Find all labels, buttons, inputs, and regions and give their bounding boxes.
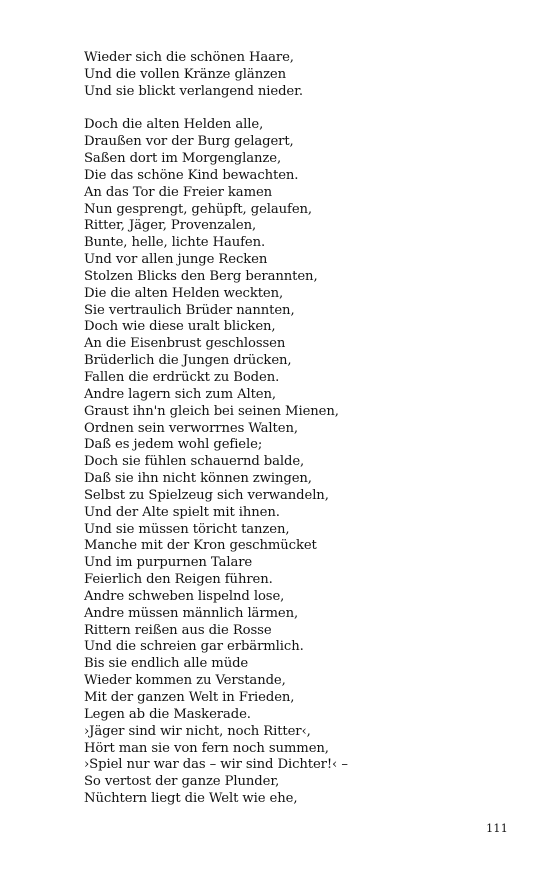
poem-line: Wieder kommen zu Verstande, [84, 673, 286, 689]
poem-line: ›Spiel nur war das – wir sind Dichter!‹ – [84, 757, 348, 773]
poem-line: Und der Alte spielt mit ihnen. [84, 504, 280, 520]
poem-line: An das Tor die Freier kamen [84, 184, 273, 200]
poem-line: Die die alten Helden weckten, [84, 285, 284, 301]
poem-line: Und die vollen Kränze glänzen [84, 66, 287, 82]
poem-line: Und sie müssen töricht tanzen, [84, 521, 290, 537]
poem-line: Ritter, Jäger, Provenzalen, [84, 218, 257, 234]
poem-line: Und die schreien gar erbärmlich. [84, 639, 304, 655]
poem-line: Wieder sich die schönen Haare, [84, 50, 294, 65]
poem-line: Brüderlich die Jungen drücken, [84, 353, 292, 369]
stanza [84, 50, 504, 101]
poem-line: An die Eisenbrust geschlossen [84, 336, 286, 352]
poem-line: Und vor allen junge Recken [84, 252, 268, 268]
poem-line: So vertost der ganze Plunder, [84, 774, 280, 790]
poem-line: Doch sie fühlen schauernd balde, [84, 454, 305, 470]
stanza [84, 117, 504, 808]
poem-line: Andre müssen männlich lärmen, [84, 605, 299, 621]
poem-line: Bunte, helle, lichte Haufen. [84, 235, 266, 251]
poem-line: Mit der ganzen Welt in Frieden, [84, 690, 295, 706]
poem-line: Selbst zu Spielzeug sich verwandeln, [84, 487, 329, 503]
poem-line: ›Jäger sind wir nicht, noch Ritter‹, [84, 723, 311, 739]
poem-line: Nun gesprengt, gehüpft, gelaufen, [84, 201, 313, 217]
poem-line: Fallen die erdrückt zu Boden. [84, 369, 280, 385]
poem-line: Sie vertraulich Brüder nannten, [84, 302, 295, 318]
poem-line: Die das schöne Kind bewachten. [84, 167, 299, 183]
poem-line: Und im purpurnen Talare [84, 555, 253, 571]
poem-line: Bis sie endlich alle müde [84, 656, 249, 672]
poem-line: Und sie blickt verlangend nieder. [84, 83, 303, 99]
poem-line: Saßen dort im Morgenglanze, [84, 151, 282, 167]
poem-line: Hört man sie von fern noch summen, [84, 740, 329, 756]
poem-line: Rittern reißen aus die Rosse [84, 622, 272, 638]
poem-line: Andre lagern sich zum Alten, [84, 386, 276, 402]
poem-line: Doch wie diese uralt blicken, [84, 319, 276, 335]
poem-line: Stolzen Blicks den Berg berannten, [84, 268, 318, 284]
poem-line: Nüchtern liegt die Welt wie ehe, [84, 791, 298, 807]
poem-line: Feierlich den Reigen führen. [84, 572, 273, 588]
poem-line: Draußen vor der Burg gelagert, [84, 134, 294, 150]
poem-line: Daß sie ihn nicht können zwingen, [84, 471, 312, 487]
poem-line: Graust ihn'n gleich bei seinen Mienen, [84, 403, 339, 419]
page-number: 111 [486, 822, 508, 835]
poem-line: Manche mit der Kron geschmücket [84, 538, 317, 554]
poem-line: Andre schweben lispelnd lose, [84, 588, 285, 604]
poem-text [84, 50, 504, 808]
poem-line: Legen ab die Maskerade. [84, 706, 251, 722]
poem-line: Doch die alten Helden alle, [84, 117, 264, 133]
poem-line: Daß es jedem wohl gefiele; [84, 437, 263, 453]
poem-line: Ordnen sein verworrnes Walten, [84, 420, 298, 436]
